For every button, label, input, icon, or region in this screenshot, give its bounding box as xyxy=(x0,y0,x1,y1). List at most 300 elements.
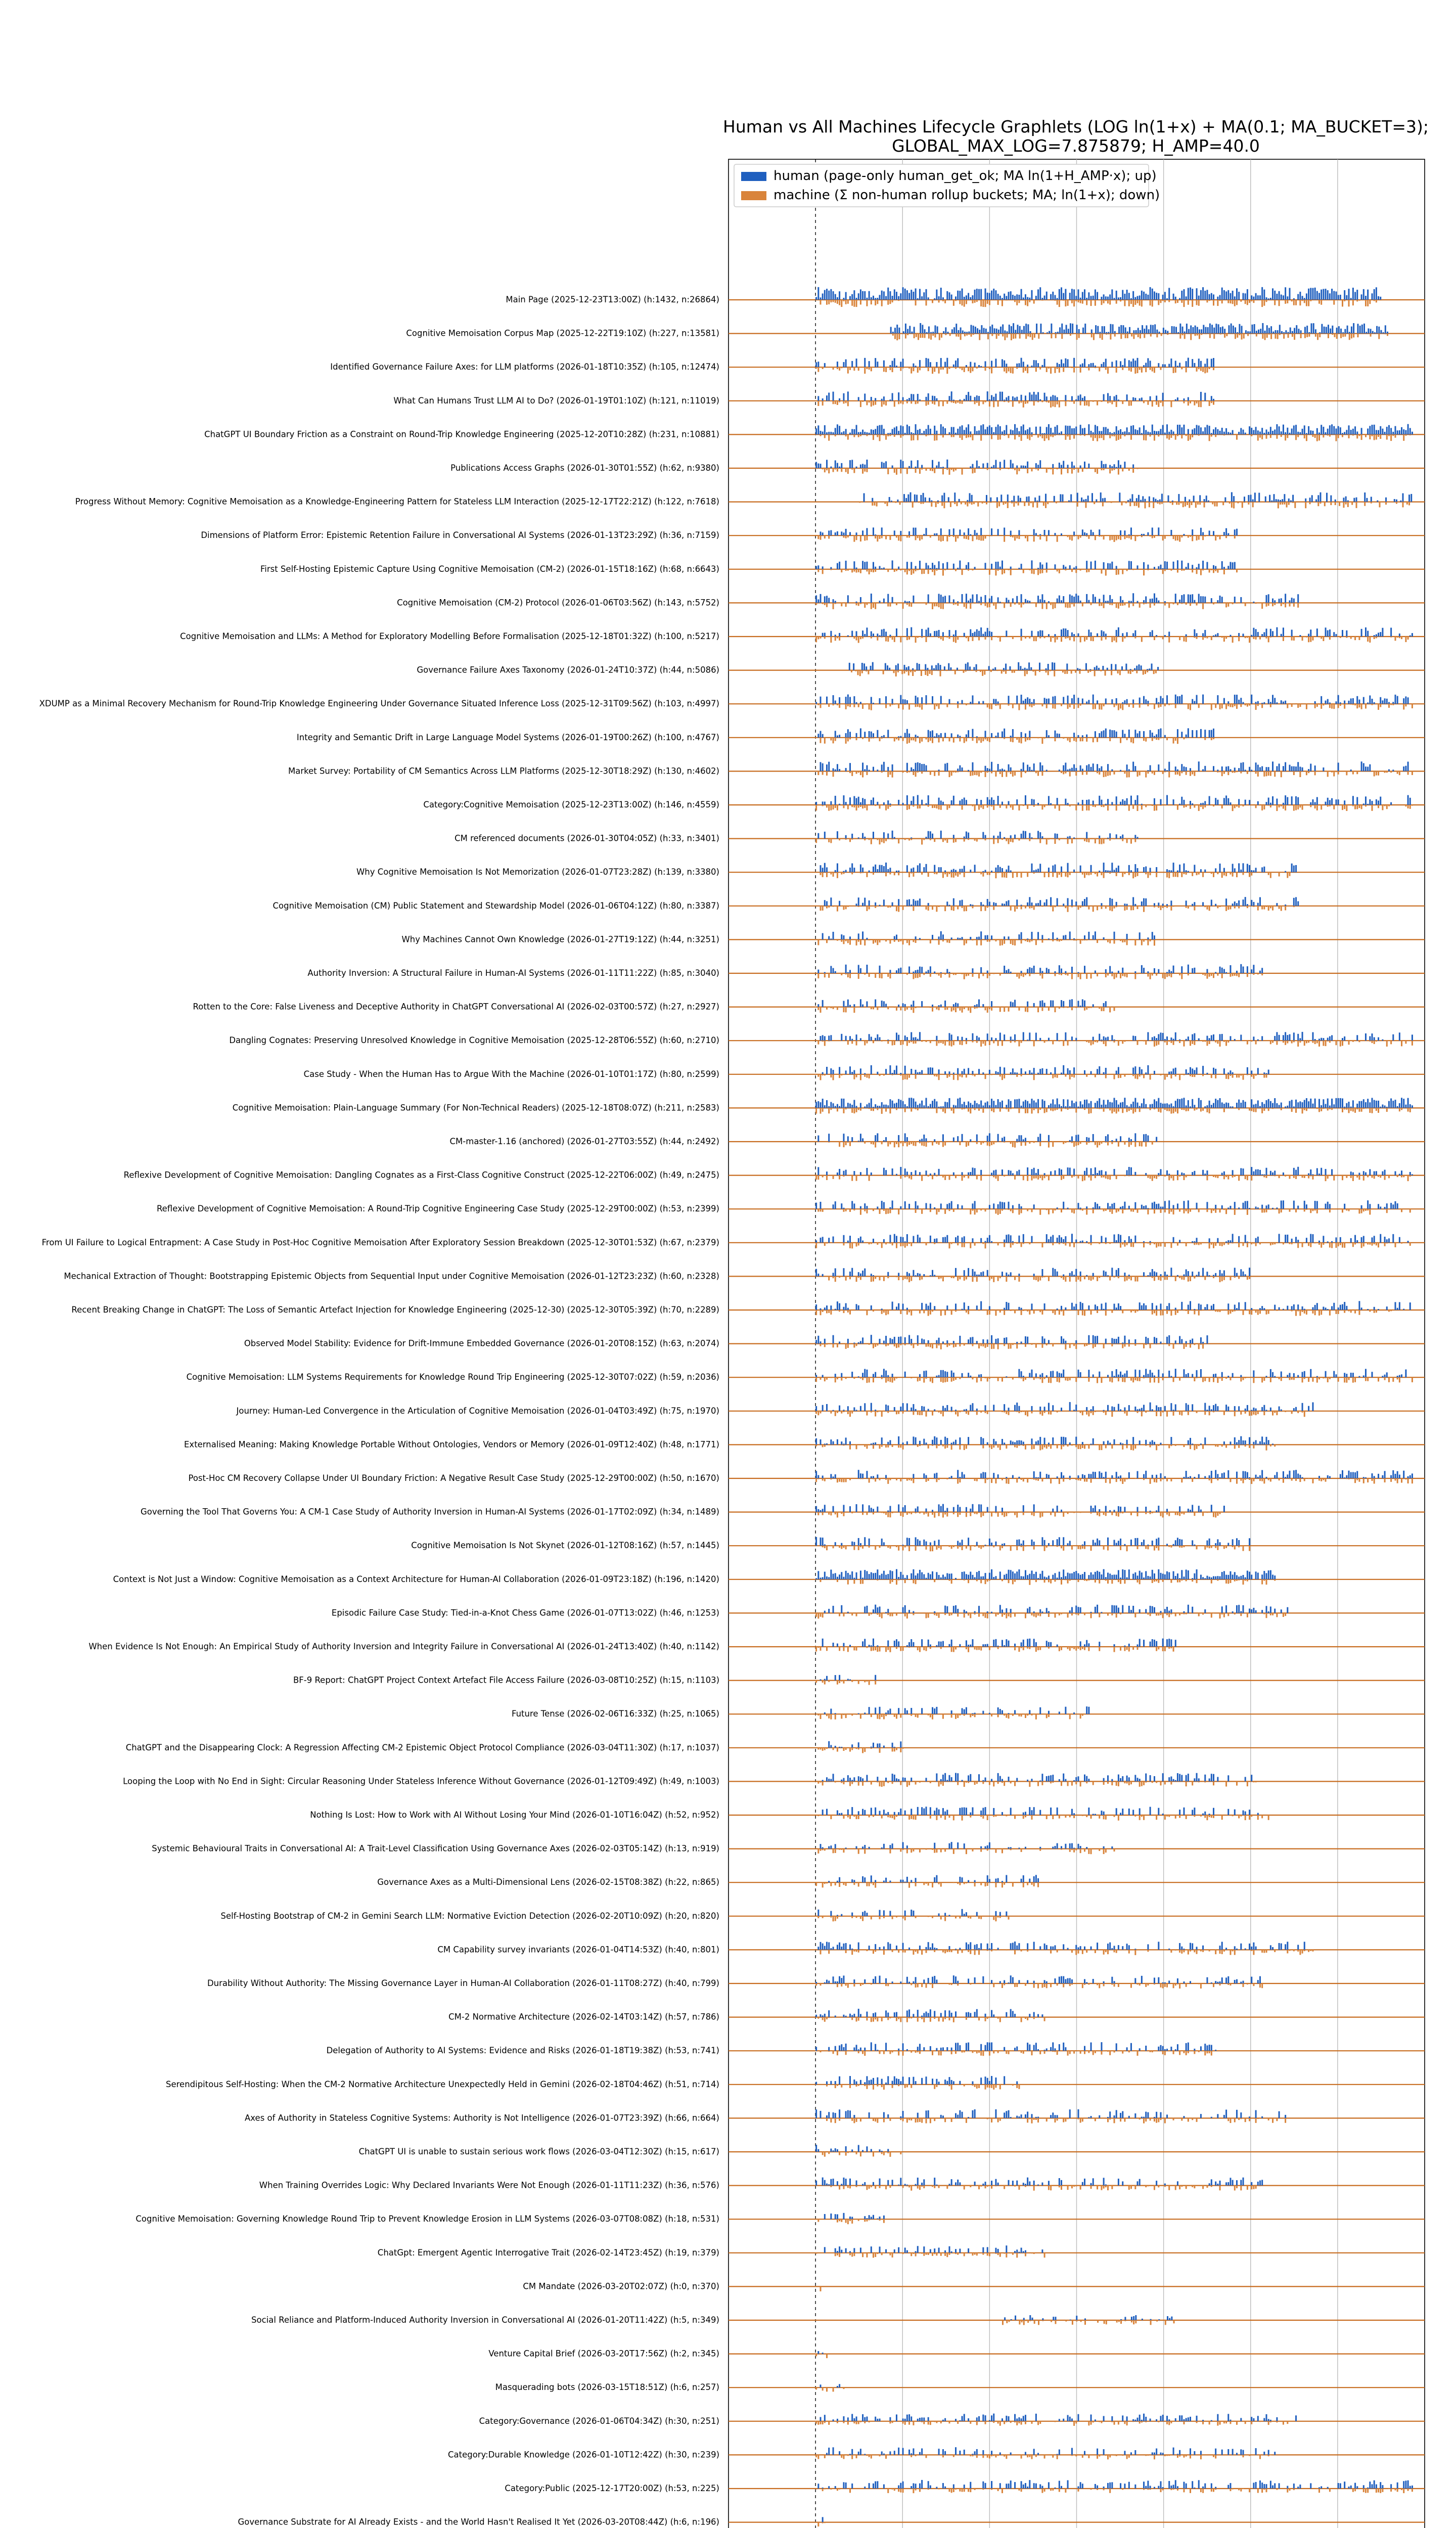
machine-bar xyxy=(1409,805,1411,809)
human-bar xyxy=(989,425,990,434)
human-bar xyxy=(1230,965,1231,973)
human-bar xyxy=(1077,634,1079,637)
human-bar xyxy=(1120,596,1121,603)
machine-bar xyxy=(864,973,866,975)
machine-bar xyxy=(1105,906,1107,909)
human-bar xyxy=(1065,762,1066,771)
human-bar xyxy=(1111,863,1113,872)
machine-bar xyxy=(845,569,847,571)
machine-bar xyxy=(1285,805,1286,810)
machine-bar xyxy=(925,468,927,471)
human-bar xyxy=(1308,332,1310,334)
machine-bar xyxy=(1211,569,1212,570)
machine-bar xyxy=(980,738,982,743)
machine-bar xyxy=(1128,771,1130,777)
human-bar xyxy=(1202,561,1204,569)
human-bar xyxy=(1012,729,1014,738)
machine-bar xyxy=(985,401,986,402)
machine-bar xyxy=(866,670,867,671)
human-bar xyxy=(885,863,887,872)
machine-bar xyxy=(1090,300,1092,306)
machine-bar xyxy=(1041,738,1043,744)
machine-bar xyxy=(989,939,990,941)
human-bar xyxy=(1170,430,1172,434)
machine-bar xyxy=(1221,805,1223,808)
machine-bar xyxy=(1227,704,1229,706)
machine-bar xyxy=(1350,637,1352,639)
machine-bar xyxy=(917,434,919,440)
human-bar xyxy=(1004,966,1005,973)
human-bar xyxy=(1190,326,1192,334)
machine-bar xyxy=(1075,569,1077,573)
human-bar xyxy=(968,601,969,603)
human-bar xyxy=(977,328,978,333)
machine-bar xyxy=(1308,300,1309,306)
human-bar xyxy=(847,694,849,704)
human-bar xyxy=(940,733,942,738)
human-bar xyxy=(860,865,861,873)
machine-bar xyxy=(898,535,899,540)
human-bar xyxy=(843,532,844,535)
machine-bar xyxy=(966,738,967,742)
machine-bar xyxy=(1065,300,1066,306)
human-bar xyxy=(866,1001,868,1007)
human-bar xyxy=(950,667,951,670)
human-bar xyxy=(1059,770,1060,771)
machine-bar xyxy=(1403,434,1404,440)
human-bar xyxy=(932,332,934,334)
machine-bar xyxy=(1080,704,1081,706)
machine-bar xyxy=(1010,367,1012,373)
machine-bar xyxy=(1150,367,1151,370)
machine-bar xyxy=(936,367,937,368)
machine-bar xyxy=(892,300,893,302)
human-bar xyxy=(839,769,840,771)
human-bar xyxy=(837,297,838,300)
human-bar xyxy=(900,968,901,973)
machine-bar xyxy=(1198,434,1200,435)
human-bar xyxy=(1018,568,1020,569)
machine-bar xyxy=(1312,637,1313,641)
human-bar xyxy=(1143,534,1145,535)
machine-bar xyxy=(938,603,940,607)
human-bar xyxy=(1101,297,1102,300)
human-bar xyxy=(1178,494,1179,502)
human-bar xyxy=(1335,634,1337,637)
row-label: XDUMP as a Minimal Recovery Mechanism for Round-Trip Knowledge Engineering Under Governance Situated Inference Loss (2025-12-31T09:56Z) (h:103, n:4997) xyxy=(39,699,719,709)
machine-bar xyxy=(1106,502,1108,503)
human-bar xyxy=(1186,324,1188,334)
human-bar xyxy=(1129,327,1130,334)
human-bar xyxy=(853,1004,855,1007)
machine-bar xyxy=(1327,434,1329,435)
machine-bar xyxy=(920,334,921,338)
machine-bar xyxy=(1033,401,1035,405)
human-bar xyxy=(1042,332,1044,333)
human-bar xyxy=(1025,430,1026,434)
human-bar xyxy=(1343,498,1344,502)
human-bar xyxy=(953,796,954,805)
machine-bar xyxy=(971,334,972,337)
machine-bar xyxy=(948,973,950,977)
human-bar xyxy=(1122,968,1123,973)
human-bar xyxy=(877,770,878,771)
human-bar xyxy=(835,532,836,535)
machine-bar xyxy=(1186,367,1187,372)
human-bar xyxy=(1116,426,1117,434)
human-bar xyxy=(1283,332,1285,334)
machine-bar xyxy=(1327,771,1329,777)
human-bar xyxy=(1017,325,1018,333)
machine-bar xyxy=(1219,569,1221,570)
human-bar xyxy=(1327,699,1329,704)
human-bar xyxy=(1200,729,1202,738)
machine-bar xyxy=(1035,771,1037,773)
human-bar xyxy=(940,358,942,367)
machine-bar xyxy=(970,367,971,373)
machine-bar xyxy=(946,704,948,707)
machine-bar xyxy=(1349,334,1350,340)
human-bar xyxy=(1082,529,1083,535)
human-bar xyxy=(913,972,914,973)
human-bar xyxy=(1390,428,1392,434)
human-bar xyxy=(1081,498,1082,502)
machine-bar xyxy=(1073,300,1075,306)
machine-bar xyxy=(895,502,896,503)
human-bar xyxy=(898,899,899,906)
machine-bar xyxy=(820,637,821,639)
machine-bar xyxy=(1406,502,1408,505)
machine-bar xyxy=(1089,670,1091,672)
machine-bar xyxy=(1318,434,1320,440)
machine-bar xyxy=(1173,367,1174,373)
machine-bar xyxy=(1209,569,1210,573)
machine-bar xyxy=(968,839,969,840)
human-bar xyxy=(1291,796,1293,805)
machine-bar xyxy=(1041,401,1043,402)
machine-bar xyxy=(1160,704,1161,707)
machine-bar xyxy=(1150,300,1151,305)
human-bar xyxy=(1208,501,1209,502)
machine-bar xyxy=(1139,704,1141,707)
human-bar xyxy=(873,634,874,637)
machine-bar xyxy=(1168,704,1170,705)
human-bar xyxy=(1093,695,1094,704)
machine-bar xyxy=(830,569,832,570)
human-bar xyxy=(1310,430,1311,434)
machine-bar xyxy=(1213,872,1214,877)
human-bar xyxy=(908,426,910,434)
machine-bar xyxy=(974,468,976,473)
machine-bar xyxy=(1238,973,1240,977)
machine-bar xyxy=(999,805,1001,808)
machine-bar xyxy=(885,805,887,810)
human-bar xyxy=(1272,631,1273,637)
machine-bar xyxy=(869,367,870,370)
human-bar xyxy=(1280,500,1281,502)
human-bar xyxy=(1012,464,1014,468)
human-bar xyxy=(1015,330,1016,333)
machine-bar xyxy=(1382,805,1383,810)
human-bar xyxy=(1268,328,1270,333)
human-bar xyxy=(1277,330,1279,334)
machine-bar xyxy=(1204,906,1206,907)
human-bar xyxy=(1021,629,1022,637)
machine-bar xyxy=(1367,300,1369,306)
human-bar xyxy=(1139,698,1141,704)
human-bar xyxy=(974,530,976,535)
human-bar xyxy=(1164,433,1166,435)
human-bar xyxy=(1141,534,1143,535)
human-bar xyxy=(1241,326,1243,333)
machine-bar xyxy=(879,535,881,539)
machine-bar xyxy=(1120,535,1121,540)
machine-bar xyxy=(953,603,954,605)
machine-bar xyxy=(987,603,988,607)
machine-bar xyxy=(999,771,1001,774)
human-bar xyxy=(962,869,963,872)
human-bar xyxy=(1006,296,1007,300)
human-bar xyxy=(1006,425,1007,435)
machine-bar xyxy=(1162,401,1164,407)
machine-bar xyxy=(917,468,919,469)
human-bar xyxy=(1031,902,1033,906)
human-bar xyxy=(873,562,874,569)
human-bar xyxy=(993,800,994,805)
machine-bar xyxy=(1150,973,1151,979)
machine-bar xyxy=(1029,300,1030,302)
machine-bar xyxy=(972,434,973,440)
human-bar xyxy=(1167,495,1169,502)
human-bar xyxy=(917,394,919,401)
human-bar xyxy=(1357,324,1358,333)
machine-bar xyxy=(1121,502,1123,506)
human-bar xyxy=(915,763,917,772)
human-bar xyxy=(928,425,929,435)
machine-bar xyxy=(1310,805,1311,807)
human-bar xyxy=(815,297,817,300)
human-bar xyxy=(1162,295,1164,300)
machine-bar xyxy=(1046,704,1048,708)
machine-bar xyxy=(1032,670,1034,672)
human-bar xyxy=(1114,932,1115,940)
human-bar xyxy=(1243,863,1244,872)
machine-bar xyxy=(917,535,919,538)
machine-bar xyxy=(1392,704,1394,705)
human-bar xyxy=(1378,296,1379,300)
human-bar xyxy=(1080,365,1081,367)
machine-bar xyxy=(1184,334,1186,339)
human-bar xyxy=(1061,867,1062,873)
human-bar xyxy=(1369,799,1371,805)
machine-bar xyxy=(1321,637,1322,639)
human-bar xyxy=(1227,533,1229,536)
human-bar xyxy=(1048,796,1050,805)
machine-bar xyxy=(972,300,973,303)
machine-bar xyxy=(847,906,849,907)
machine-bar xyxy=(1297,805,1299,809)
human-bar xyxy=(1018,363,1020,367)
machine-bar xyxy=(881,401,883,407)
human-bar xyxy=(889,365,891,367)
machine-bar xyxy=(942,367,944,370)
human-bar xyxy=(925,629,927,637)
machine-bar xyxy=(931,670,933,675)
human-bar xyxy=(1052,464,1054,468)
human-bar xyxy=(1077,802,1079,805)
machine-bar xyxy=(879,805,881,808)
machine-bar xyxy=(955,367,957,369)
human-bar xyxy=(869,361,870,367)
human-bar xyxy=(1103,464,1105,468)
machine-bar xyxy=(830,738,832,741)
machine-bar xyxy=(1177,434,1178,436)
machine-bar xyxy=(1386,771,1388,773)
human-bar xyxy=(1186,900,1187,906)
machine-bar xyxy=(982,502,983,504)
human-bar xyxy=(1238,768,1240,771)
machine-bar xyxy=(1077,300,1079,302)
human-bar xyxy=(1385,325,1386,333)
human-bar xyxy=(817,565,819,569)
human-bar xyxy=(1186,296,1187,300)
human-bar xyxy=(1120,770,1121,772)
human-bar xyxy=(1059,433,1060,435)
human-bar xyxy=(1319,332,1321,333)
human-bar xyxy=(1188,871,1189,873)
human-bar xyxy=(839,697,840,704)
machine-bar xyxy=(866,872,868,877)
human-bar xyxy=(991,762,992,772)
human-bar xyxy=(999,769,1001,771)
human-bar xyxy=(1315,500,1317,502)
machine-bar xyxy=(873,939,874,943)
machine-bar xyxy=(1018,603,1020,605)
human-bar xyxy=(1082,735,1083,738)
human-bar xyxy=(1029,601,1030,603)
machine-bar xyxy=(1124,872,1125,874)
machine-bar xyxy=(913,367,914,371)
machine-bar xyxy=(1143,670,1144,675)
machine-bar xyxy=(1120,603,1121,606)
human-bar xyxy=(1044,359,1045,367)
machine-bar xyxy=(1075,906,1077,907)
human-bar xyxy=(932,696,933,704)
machine-bar xyxy=(978,973,980,978)
machine-bar xyxy=(985,367,986,371)
machine-bar xyxy=(1145,603,1147,604)
human-bar xyxy=(1206,495,1207,502)
machine-bar xyxy=(968,535,969,539)
human-bar xyxy=(993,699,994,704)
machine-bar xyxy=(877,839,878,840)
human-bar xyxy=(1152,425,1153,435)
machine-bar xyxy=(1135,334,1137,335)
human-bar xyxy=(1316,291,1318,300)
human-bar xyxy=(1085,663,1087,670)
human-bar xyxy=(1099,768,1100,771)
machine-bar xyxy=(1088,872,1089,875)
human-bar xyxy=(824,863,826,873)
human-bar xyxy=(1109,595,1111,603)
machine-bar xyxy=(940,603,942,609)
human-bar xyxy=(858,797,859,805)
machine-bar xyxy=(1198,805,1200,811)
human-bar xyxy=(917,298,919,300)
human-bar xyxy=(1016,466,1018,468)
machine-bar xyxy=(1194,906,1195,911)
human-bar xyxy=(1124,462,1125,468)
machine-bar xyxy=(885,839,887,841)
human-bar xyxy=(817,287,819,300)
human-bar xyxy=(1141,433,1143,434)
row-label: Cognitive Memoisation Corpus Map (2025-12-22T19:10Z) (h:227, n:13581) xyxy=(406,328,719,338)
machine-bar xyxy=(859,670,861,676)
human-bar xyxy=(872,498,873,502)
human-bar xyxy=(1374,332,1376,333)
human-bar xyxy=(817,599,819,603)
human-bar xyxy=(1145,596,1147,603)
human-bar xyxy=(1049,331,1050,334)
machine-bar xyxy=(1065,569,1066,570)
human-bar xyxy=(892,429,893,435)
machine-bar xyxy=(968,434,969,437)
machine-bar xyxy=(1204,502,1205,508)
human-bar xyxy=(1363,803,1364,805)
machine-bar xyxy=(1206,906,1208,910)
machine-bar xyxy=(1378,334,1380,339)
human-bar xyxy=(1309,498,1311,502)
human-bar xyxy=(856,358,857,367)
graphlet-row xyxy=(297,728,1425,744)
human-bar xyxy=(1156,396,1157,401)
human-bar xyxy=(1048,424,1050,434)
machine-bar xyxy=(1029,839,1030,841)
human-bar xyxy=(1022,669,1024,670)
human-bar xyxy=(1071,967,1073,973)
human-bar xyxy=(1403,429,1404,434)
human-bar xyxy=(1170,358,1172,367)
machine-bar xyxy=(1181,973,1182,979)
machine-bar xyxy=(1227,906,1229,910)
human-bar xyxy=(985,329,987,334)
human-bar xyxy=(962,937,963,939)
human-bar xyxy=(1183,800,1185,805)
machine-bar xyxy=(1095,367,1096,368)
machine-bar xyxy=(1186,906,1187,908)
human-bar xyxy=(1158,969,1159,973)
machine-bar xyxy=(1111,535,1113,540)
human-bar xyxy=(938,630,940,637)
human-bar xyxy=(1054,427,1056,434)
human-bar xyxy=(980,902,982,906)
human-bar xyxy=(957,601,959,603)
machine-bar xyxy=(1065,434,1066,440)
machine-bar xyxy=(932,805,933,808)
human-bar xyxy=(1086,533,1087,535)
machine-bar xyxy=(1002,569,1003,574)
machine-bar xyxy=(1116,401,1117,407)
human-bar xyxy=(1347,501,1349,502)
machine-bar xyxy=(972,637,973,641)
human-bar xyxy=(1116,630,1117,637)
machine-bar xyxy=(1105,670,1106,676)
human-bar xyxy=(1384,432,1386,434)
machine-bar xyxy=(1234,973,1236,976)
human-bar xyxy=(1050,396,1052,400)
human-bar xyxy=(1279,599,1280,603)
machine-bar xyxy=(973,334,974,335)
